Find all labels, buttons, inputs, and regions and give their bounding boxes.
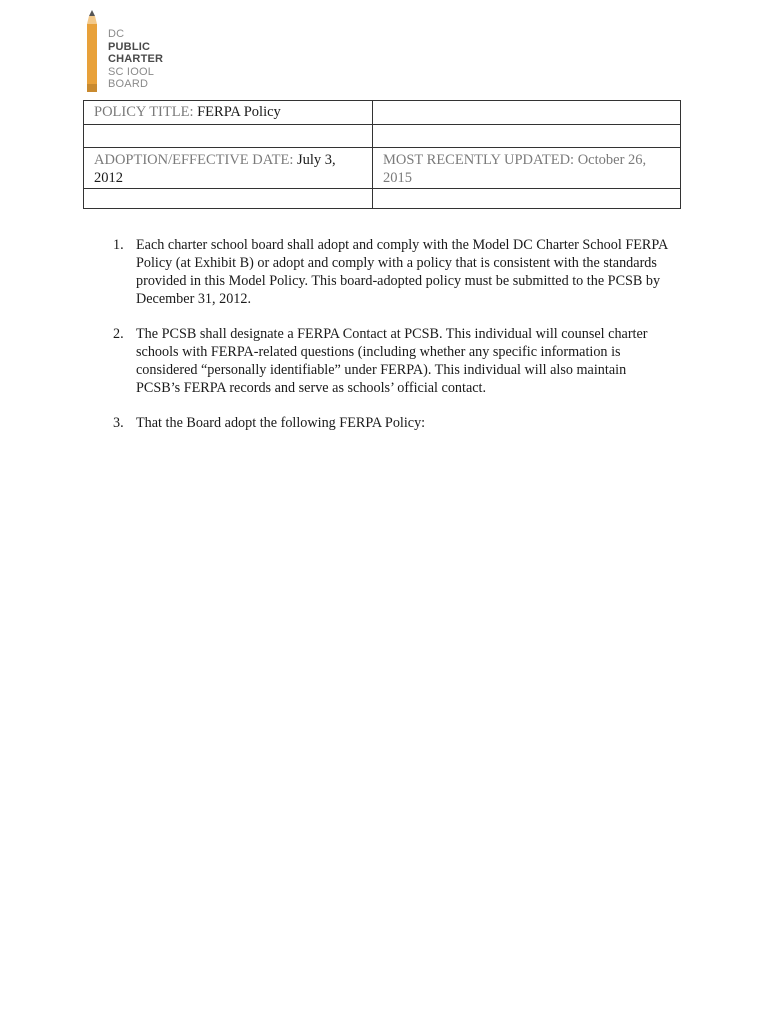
list-item <box>113 325 673 397</box>
logo-line-board: BOARD <box>108 78 149 90</box>
item-number: 3. <box>113 415 124 431</box>
item-number: 2. <box>113 326 124 342</box>
empty-cell <box>373 125 681 148</box>
table-row <box>84 148 681 189</box>
updated-date-text: MOST RECENTLY UPDATED: October 26, 2015 <box>383 152 647 186</box>
dc-pcsb-logo <box>84 10 204 92</box>
updated-date-cell <box>373 148 681 189</box>
table-row <box>84 125 681 148</box>
empty-cell <box>84 125 373 148</box>
logo-line-dc: DC <box>108 28 125 40</box>
empty-cell <box>373 189 681 209</box>
table-row <box>84 189 681 209</box>
logo-line-public: PUBLIC <box>108 40 151 53</box>
item-text: The PCSB shall designate a FERPA Contact at PCSB. This individual will counsel charter schools with FERPA-related questions (including whether any specific information is considered “personally identifiable” under FERPA). This individual will also maintain PCSB’s FERPA records and serve as schools’ official contact. <box>136 326 648 396</box>
list-item <box>113 414 673 432</box>
empty-cell <box>373 101 681 125</box>
list-item <box>113 236 673 308</box>
item-text: Each charter school board shall adopt and comply with the Model DC Charter School FERPA Policy (at Exhibit B) or adopt and comply with a policy that is consistent with the standards provided in this Model Policy. This board-adopted policy must be submitted to the PCSB by December 31, 2012. <box>136 237 668 307</box>
policy-title-label: POLICY TITLE: <box>94 104 194 120</box>
logo-line-school: SC IOOL <box>108 65 155 78</box>
policy-title-cell <box>84 101 373 125</box>
item-number: 1. <box>113 237 124 253</box>
adoption-date-value: July 3, 2012 <box>94 152 336 186</box>
logo-line-charter: CHARTER <box>108 53 164 65</box>
item-text: That the Board adopt the following FERPA Policy: <box>136 415 426 431</box>
policy-title-value: FERPA Policy <box>197 104 281 120</box>
policy-items-list <box>113 236 673 449</box>
table-row <box>84 101 681 125</box>
adoption-date-label: ADOPTION/EFFECTIVE DATE: <box>94 152 294 168</box>
adoption-date-cell <box>84 148 373 189</box>
logo-wordmark <box>108 28 163 91</box>
policy-meta-table <box>83 100 681 209</box>
pencil-icon <box>84 10 100 92</box>
empty-cell <box>84 189 373 209</box>
